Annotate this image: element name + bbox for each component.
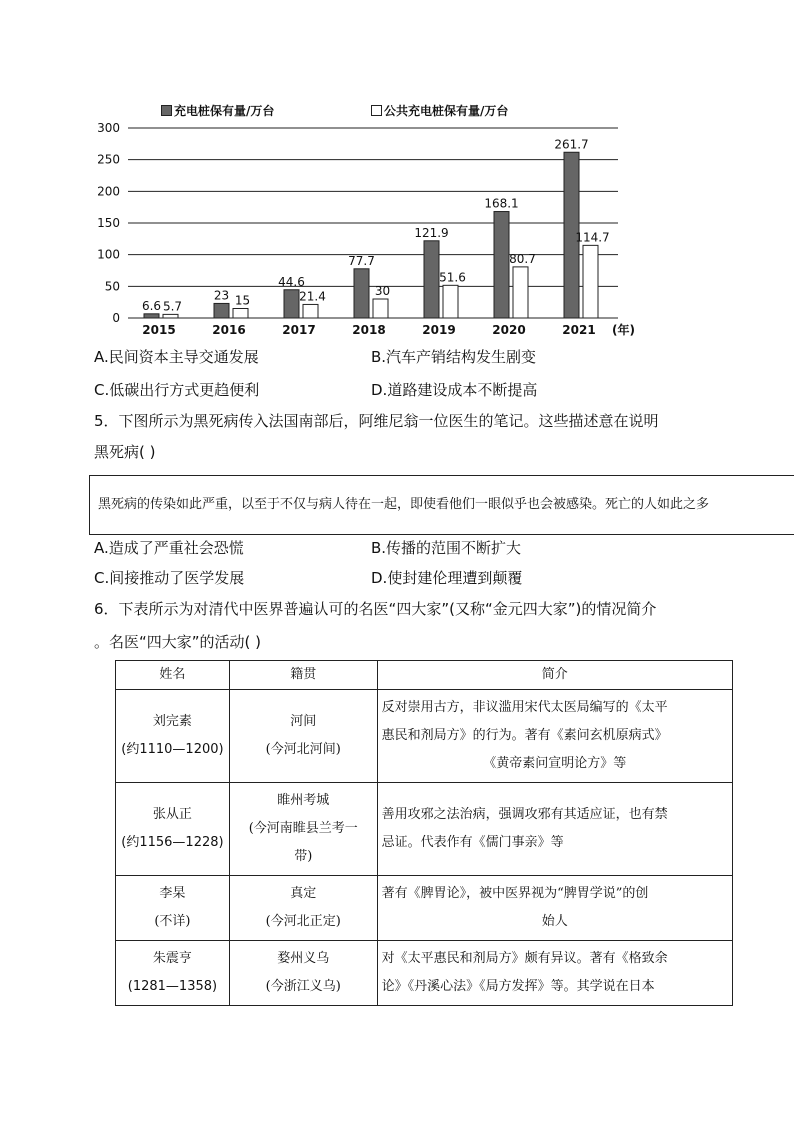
table-row (116, 783, 733, 876)
data-label-chargers: 121.9 (414, 225, 449, 240)
header-origin: 籍贯 (229, 661, 377, 690)
intro-line: 善用攻邪之法治病，强调攻邪有其适应证，也有禁 (381, 807, 668, 822)
x-tick-label: 2018 (352, 323, 386, 337)
cell-intro (377, 876, 732, 941)
origin-modern: 带) (294, 849, 313, 864)
table-row (116, 876, 733, 941)
physician-years: (不详) (154, 914, 191, 929)
intro-line: 对《太平惠民和剂局方》颇有异议。著有《格致余 (381, 951, 668, 966)
cell-name (116, 876, 230, 941)
q5-option-b: B.传播的范围不断扩大 (371, 539, 522, 557)
q4-option-b: B.汽车产销结构发生剧变 (371, 348, 537, 366)
origin-modern: (今河南睢县兰考一 (248, 821, 358, 836)
origin-place: 婺州义乌 (277, 951, 330, 966)
bar-chargers (424, 241, 439, 318)
x-tick-label: 2019 (422, 323, 456, 337)
cell-name (116, 941, 230, 1006)
y-tick-label: 250 (97, 152, 120, 167)
intro-line: 著有《脾胃论》，被中医界视为“脾胃学说”的创 (381, 886, 649, 901)
cell-intro (377, 941, 732, 1006)
q5-option-c: C.间接推动了医学发展 (94, 569, 245, 587)
q4-option-a: A.民间资本主导交通发展 (94, 348, 259, 366)
data-label-public-chargers: 15 (234, 293, 251, 308)
cell-name (116, 783, 230, 876)
intro-line: 惠民和剂局方》的行为。著有《素问玄机原病式》 (381, 728, 668, 743)
cell-intro (377, 690, 732, 783)
cell-origin (229, 690, 377, 783)
data-label-public-chargers: 30 (374, 284, 391, 298)
physician-name: 朱震亨 (152, 951, 192, 966)
physician-name: 刘完素 (152, 714, 192, 729)
y-tick-label: 0 (112, 311, 120, 325)
y-tick-label: 150 (97, 216, 120, 230)
bar-public-chargers (513, 267, 528, 318)
table-header-row (116, 661, 733, 690)
y-tick-label: 100 (97, 247, 120, 262)
origin-modern: (今浙江义乌) (265, 979, 341, 994)
intro-line: 始人 (541, 914, 568, 929)
physician-name: 李杲 (159, 886, 186, 901)
header-intro: 简介 (377, 661, 732, 690)
data-label-chargers: 6.6 (141, 298, 162, 313)
q5-option-a: A.造成了严重社会恐慌 (94, 539, 244, 557)
y-tick-label: 50 (104, 279, 120, 294)
bar-public-chargers (583, 245, 598, 318)
bar-chargers (214, 303, 229, 318)
q6-stem-line2: 。名医“四大家”的活动( ) (94, 633, 262, 651)
data-label-chargers: 261.7 (554, 137, 589, 152)
bar-public-chargers (233, 309, 248, 319)
y-tick-label: 300 (97, 121, 120, 135)
q5-quote-text: 黑死病的传染如此严重，以至于不仅与病人待在一起，即使看他们一眼似乎也会被感染。死亡的人如此之多 (98, 497, 710, 512)
data-label-chargers: 44.6 (278, 274, 305, 289)
data-label-chargers: 23 (213, 288, 230, 303)
legend-label: 充电桩保有量/万台 (174, 104, 275, 118)
physician-name: 张从正 (152, 807, 192, 822)
data-label-chargers: 168.1 (484, 196, 519, 211)
intro-line: 忌证。代表作有《儒门事亲》等 (381, 835, 564, 850)
origin-modern: (今河北正定) (265, 914, 341, 929)
intro-line: 论》《丹溪心法》《局方发挥》等。其学说在日本 (381, 979, 655, 994)
cell-origin (229, 941, 377, 1006)
physician-years: (1281—1358) (127, 979, 218, 994)
x-tick-label: 2017 (282, 323, 316, 337)
physician-years: (约1110—1200) (121, 742, 224, 757)
physicians-table (115, 660, 733, 1006)
origin-place: 真定 (290, 886, 317, 901)
x-tick-label: 2020 (492, 323, 526, 337)
cell-origin (229, 876, 377, 941)
q5-quote-box (89, 475, 794, 535)
bar-chargers (354, 269, 369, 318)
data-label-public-chargers: 80.7 (509, 251, 536, 266)
bar-chargers (144, 314, 159, 318)
origin-place: 睢州考城 (277, 793, 330, 808)
origin-modern: (今河北河间) (265, 742, 341, 757)
q4-option-d: D.道路建设成本不断提高 (371, 381, 538, 399)
data-label-chargers: 77.7 (348, 253, 375, 268)
intro-line: 《黄帝素问宣明论方》等 (483, 756, 627, 771)
bar-public-chargers (303, 304, 318, 318)
bar-public-chargers (373, 299, 388, 318)
bar-chargers (494, 212, 509, 318)
q6-stem-line1: 6．下表所示为对清代中医界普遍认可的名医“四大家”(又称“金元四大家”)的情况简介 (94, 600, 657, 618)
cell-name (116, 690, 230, 783)
q5-option-d: D.使封建伦理遭到颠覆 (371, 569, 523, 587)
origin-place: 河间 (290, 714, 317, 729)
q4-option-c: C.低碳出行方式更趋便利 (94, 381, 260, 399)
q5-stem-line1: 5．下图所示为黑死病传入法国南部后，阿维尼翁一位医生的笔记。这些描述意在说明 (94, 412, 659, 430)
x-axis-unit: (年) (612, 323, 635, 337)
y-tick-label: 200 (97, 184, 120, 199)
bar-public-chargers (443, 285, 458, 318)
data-label-public-chargers: 5.7 (162, 299, 183, 314)
data-label-public-chargers: 51.6 (439, 270, 466, 285)
header-name: 姓名 (116, 661, 230, 690)
legend-label: 公共充电桩保有量/万台 (384, 104, 509, 118)
data-label-public-chargers: 21.4 (299, 289, 326, 304)
x-tick-label: 2015 (142, 323, 176, 337)
x-tick-label: 2016 (212, 323, 246, 337)
bar-chart (0, 0, 794, 345)
cell-origin (229, 783, 377, 876)
intro-line: 反对崇用古方，非议滥用宋代太医局编写的《太平 (381, 700, 668, 715)
table-row (116, 941, 733, 1006)
q5-stem-line2: 黑死病( ) (94, 443, 156, 461)
table-row (116, 690, 733, 783)
bar-chargers (284, 290, 299, 318)
x-tick-label: 2021 (562, 323, 596, 337)
data-label-public-chargers: 114.7 (575, 230, 610, 245)
physician-years: (约1156—1228) (121, 835, 224, 850)
cell-intro (377, 783, 732, 876)
bar-public-chargers (163, 314, 178, 318)
